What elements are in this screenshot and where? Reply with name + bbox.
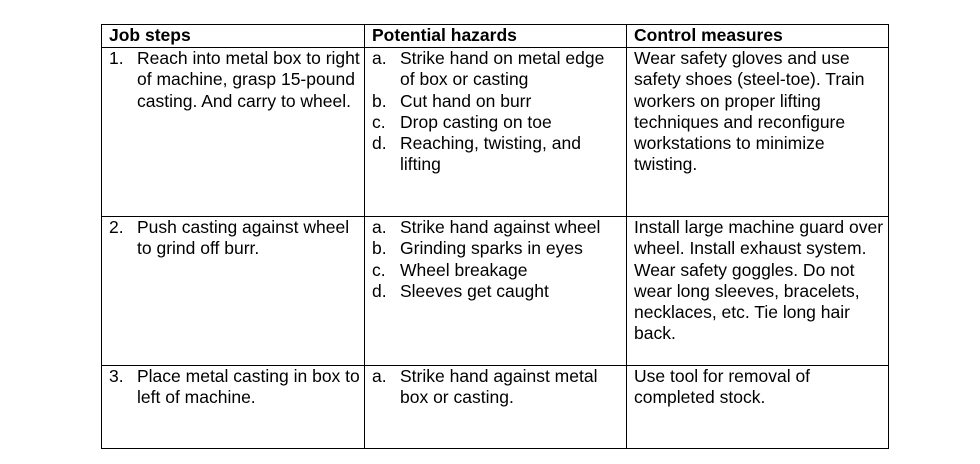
step-text: Reach into metal box to right of machine, grasp 15-pound casting. And carry to wheel. [137, 48, 360, 111]
job-step-cell [102, 48, 365, 217]
hazards-cell [365, 366, 627, 449]
job-step-cell [102, 217, 365, 366]
step-text: Place metal casting in box to left of machine. [137, 366, 360, 408]
hazard-text: Wheel breakage [400, 259, 528, 280]
hazard-text: Cut hand on burr [400, 90, 532, 111]
job-hazard-analysis-table [101, 24, 889, 449]
hazard-marker: a. [372, 366, 387, 386]
hazard-marker: d. [372, 280, 387, 301]
hazard-text: Sleeves get caught [400, 280, 549, 301]
hazard-marker: c. [372, 259, 386, 280]
hazards-cell [365, 48, 627, 217]
job-step [109, 366, 360, 409]
table-row [102, 48, 889, 217]
hazard-item [372, 112, 622, 133]
table-row [102, 366, 889, 449]
hazard-item [372, 48, 622, 91]
step-number: 2. [109, 217, 124, 237]
control-measures-cell: Install large machine guard over wheel. Install exhaust system. Wear safety goggles. Do not wear long sleeves, bracelets, necklaces, etc. Tie long hair back. [627, 217, 889, 366]
hazard-item [372, 366, 622, 409]
hazard-text: Grinding sparks in eyes [400, 238, 583, 259]
hazard-marker: a. [372, 217, 387, 237]
hazard-marker: b. [372, 238, 387, 259]
hazard-text: Strike hand on metal edge of box or casting [400, 48, 605, 90]
job-step-cell [102, 366, 365, 449]
hazard-text: Drop casting on toe [400, 111, 552, 132]
hazards-cell [365, 217, 627, 366]
control-measures-cell: Wear safety gloves and use safety shoes (steel-toe). Train workers on proper lifting techniques and reconfigure workstations to minimize twisting. [627, 48, 889, 217]
column-header-control-measures: Control measures [627, 25, 889, 48]
hazard-marker: d. [372, 133, 387, 154]
hazard-item [372, 217, 622, 238]
hazard-item [372, 133, 622, 176]
job-step [109, 217, 360, 260]
hazard-item [372, 281, 622, 302]
hazard-item [372, 238, 622, 259]
step-number: 3. [109, 366, 124, 386]
hazard-item [372, 91, 622, 112]
column-header-potential-hazards: Potential hazards [365, 25, 627, 48]
hazard-item [372, 260, 622, 281]
step-text: Push casting against wheel to grind off burr. [137, 217, 350, 259]
table-header-row [102, 25, 889, 48]
job-step [109, 48, 360, 112]
hazard-marker: b. [372, 90, 387, 111]
hazard-text: Strike hand against metal box or casting. [400, 366, 598, 408]
step-number: 1. [109, 48, 124, 68]
hazard-text: Reaching, twisting, and lifting [400, 133, 581, 175]
hazard-marker: c. [372, 111, 386, 132]
table-row [102, 217, 889, 366]
hazard-text: Strike hand against wheel [400, 217, 601, 237]
column-header-job-steps: Job steps [102, 25, 365, 48]
control-measures-cell: Use tool for removal of completed stock. [627, 366, 889, 449]
hazard-marker: a. [372, 48, 387, 68]
